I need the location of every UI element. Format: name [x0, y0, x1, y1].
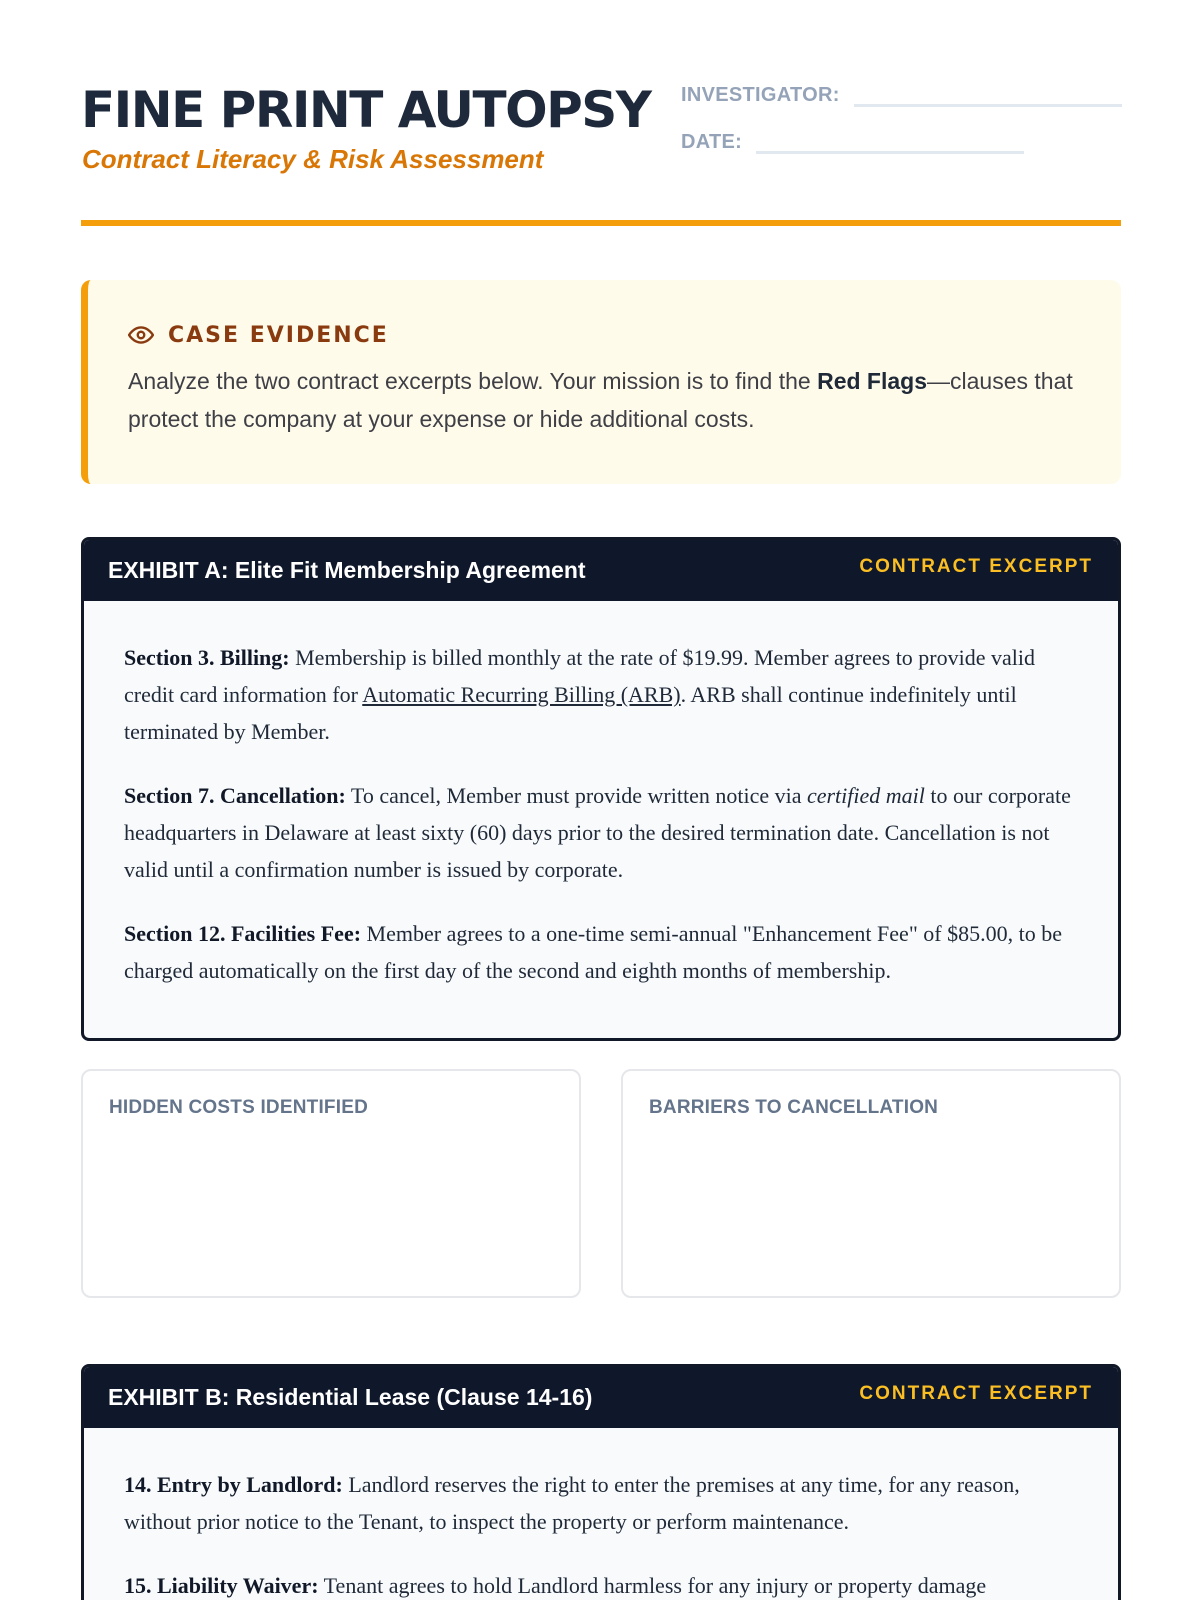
header-divider [81, 220, 1121, 226]
exhibit-b [81, 1364, 1121, 1600]
red-flags-emphasis: Red Flags [817, 368, 928, 394]
section-text: Member agrees to a one-time semi-annual "Enhancement Fee" of $85.00, to be charged automatically on the first day of the second and eighth months of membership. [124, 921, 1062, 983]
worksheet-header [81, 80, 1121, 230]
section-text: to our corporate headquarters in Delaware at least sixty (60) days prior to the desired termination date. Cancellation is not valid until a confirmation number is issued by corporate. [124, 783, 1071, 882]
page-subtitle: Contract Literacy & Risk Assessment [82, 144, 544, 174]
clause-text: Tenant agrees to hold Landlord harmless for any injury or property damage [318, 1573, 987, 1598]
section-heading: Section 7. Cancellation: [124, 783, 346, 808]
contract-excerpt-badge: CONTRACT EXCERPT [859, 555, 1093, 577]
clause-14-entry [124, 1466, 1080, 1540]
section-heading: Section 12. Facilities Fee: [124, 921, 362, 946]
clause-15-liability [124, 1567, 1080, 1600]
case-evidence-heading [128, 322, 1083, 348]
case-evidence-callout [81, 280, 1121, 484]
date-field[interactable] [756, 136, 1024, 154]
hidden-costs-answer-box[interactable] [81, 1069, 581, 1298]
exhibit-a [81, 537, 1121, 1041]
arb-term: Automatic Recurring Billing (ARB) [362, 682, 681, 707]
investigator-label: INVESTIGATOR: [681, 84, 840, 106]
clause-heading: 15. Liability Waiver: [124, 1573, 319, 1598]
exhibit-b-body [84, 1428, 1118, 1600]
clause-text: Landlord reserves the right to enter the premises at any time, for any reason, without prior notice to the Tenant, to inspect the property or perform maintenance. [124, 1472, 1020, 1534]
exhibit-a-header [84, 540, 1118, 601]
eye-icon [128, 322, 154, 348]
case-evidence-title: CASE EVIDENCE [168, 322, 389, 348]
barriers-label: BARRIERS TO CANCELLATION [649, 1097, 939, 1118]
evidence-text-part: —clauses that protect the company at your expense or hide additional costs. [128, 368, 1073, 432]
barriers-answer-box[interactable] [621, 1069, 1121, 1298]
contract-excerpt-badge: CONTRACT EXCERPT [859, 1382, 1093, 1404]
clause-heading: 14. Entry by Landlord: [124, 1472, 343, 1497]
case-evidence-text [128, 362, 1083, 438]
date-row [681, 131, 1024, 154]
section-text: . ARB shall continue indefinitely until terminated by Member. [124, 682, 1017, 744]
exhibit-b-header [84, 1367, 1118, 1428]
evidence-text-part: Analyze the two contract excerpts below. Your mission is to find the [128, 368, 818, 394]
section-12-facilities-fee [124, 915, 1080, 989]
investigator-row [681, 84, 1122, 107]
page-title: FINE PRINT AUTOPSY [81, 81, 651, 139]
date-label: DATE: [681, 131, 743, 153]
section-7-cancellation [124, 777, 1080, 888]
section-text: Membership is billed monthly at the rate of $19.99. Member agrees to provide valid credit card information for [124, 645, 1036, 707]
certified-mail-term: certified mail [806, 783, 925, 808]
hidden-costs-label: HIDDEN COSTS IDENTIFIED [109, 1097, 369, 1118]
exhibit-b-title: EXHIBIT B: Residential Lease (Clause 14-16) [108, 1384, 593, 1410]
section-text: To cancel, Member must provide written notice via [345, 783, 807, 808]
exhibit-a-body [84, 601, 1118, 989]
exhibit-a-title: EXHIBIT A: Elite Fit Membership Agreement [108, 557, 586, 583]
section-3-billing [124, 639, 1080, 750]
section-heading: Section 3. Billing: [124, 645, 290, 670]
investigator-field[interactable] [854, 89, 1122, 107]
